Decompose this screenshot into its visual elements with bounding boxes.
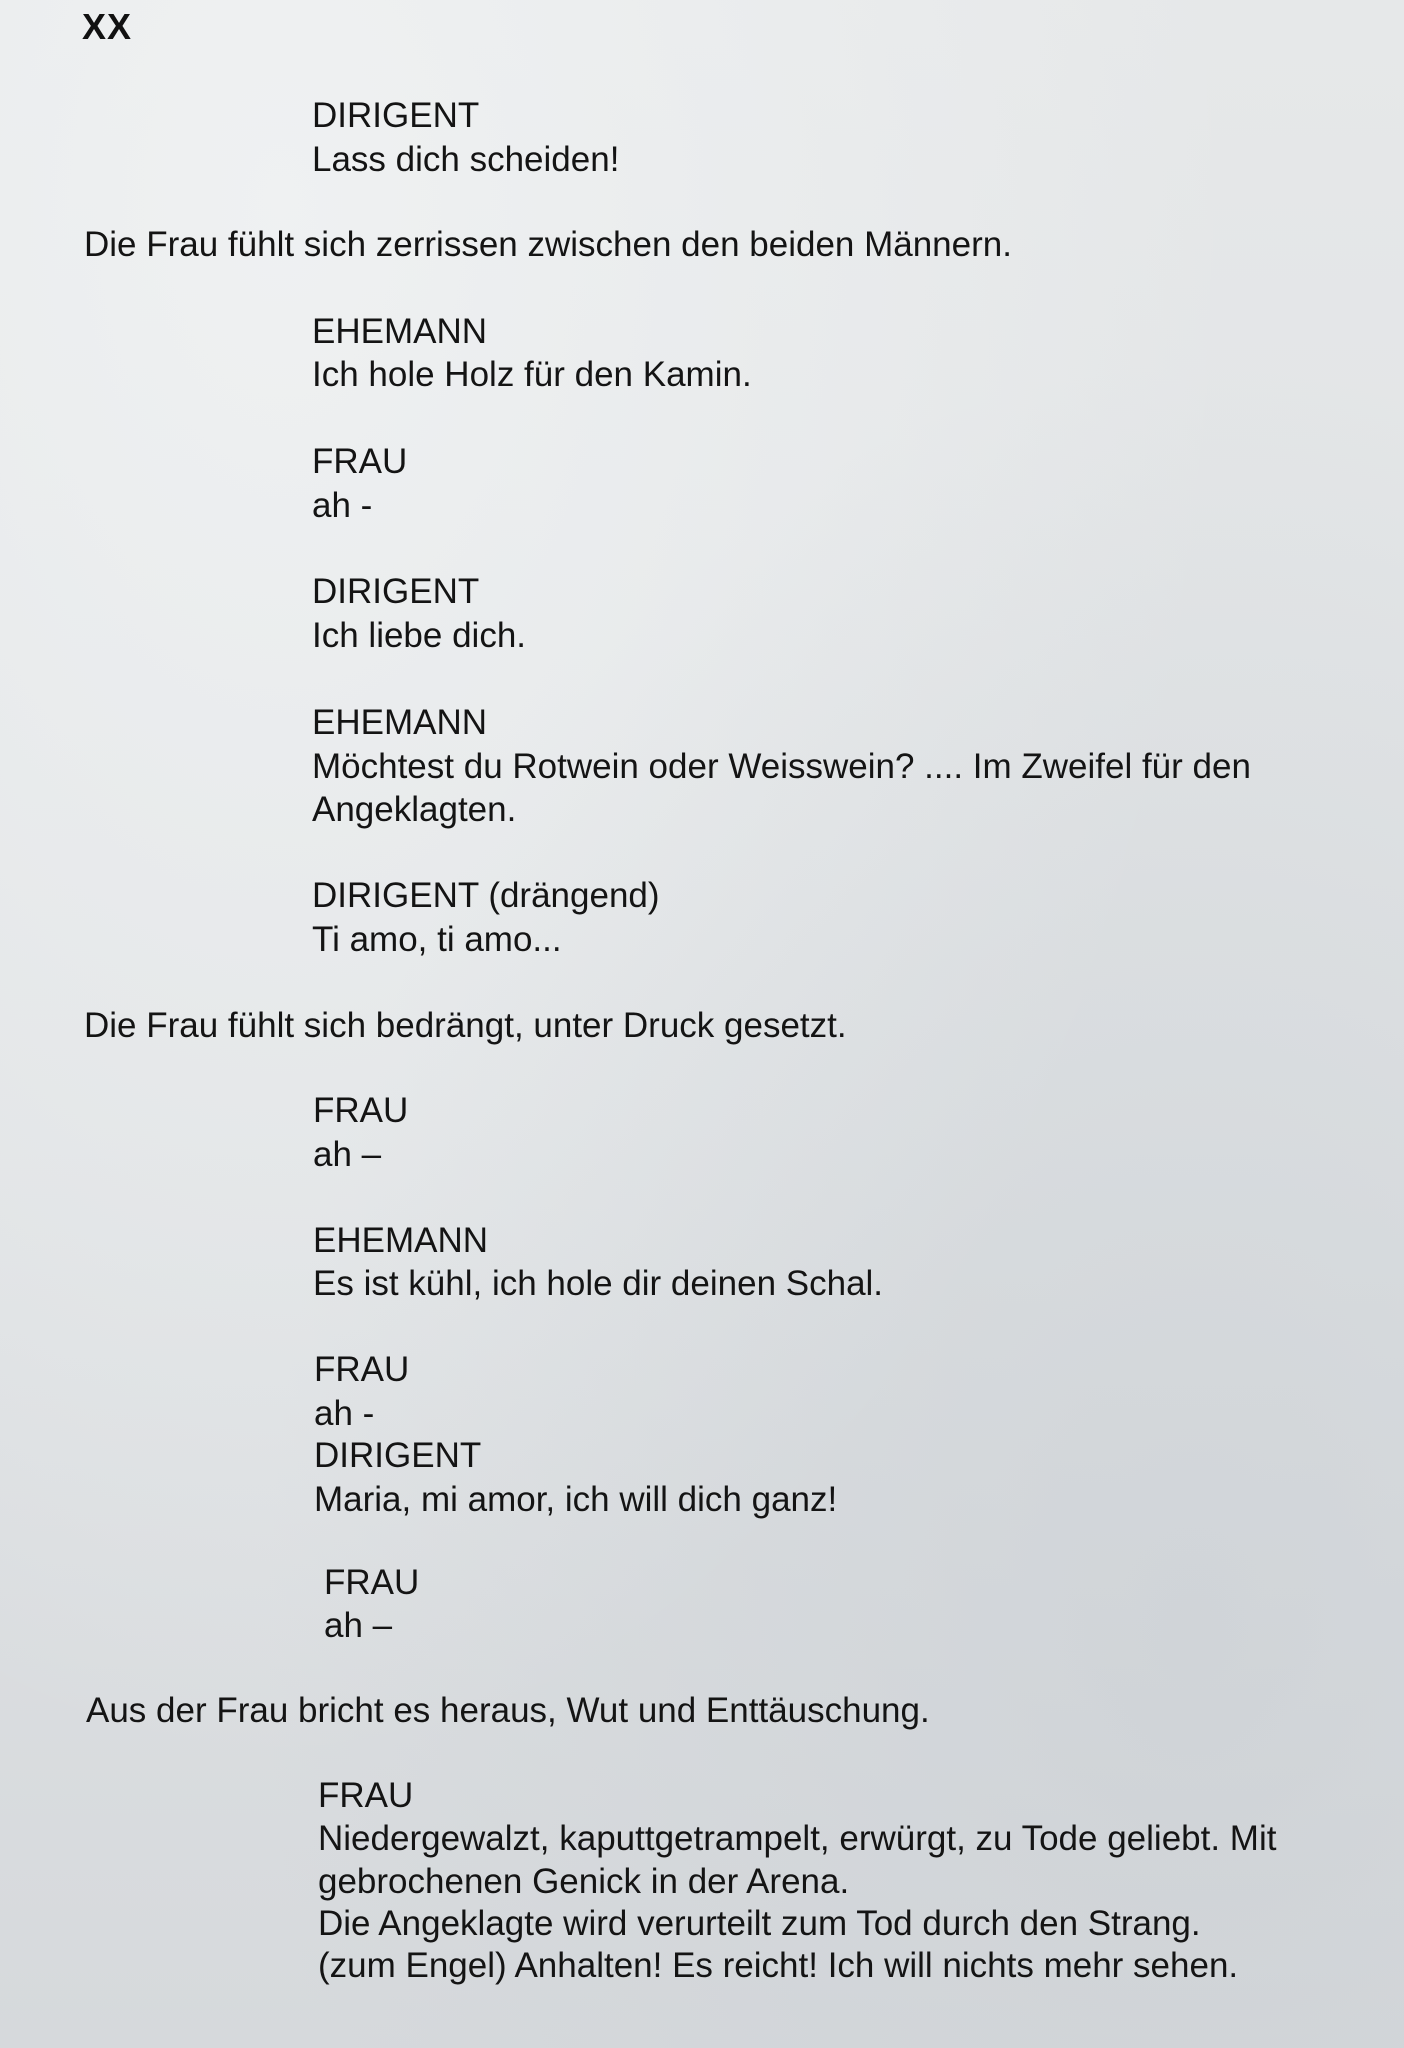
speaker-frau: FRAU	[324, 1563, 420, 1602]
speaker-frau: FRAU	[314, 1350, 410, 1389]
stage-direction: Die Frau fühlt sich zerrissen zwischen den beiden Männern.	[84, 225, 1012, 264]
dialogue-line: Ich liebe dich.	[312, 616, 527, 655]
dialogue-line: gebrochenen Genick in der Arena.	[318, 1862, 850, 1901]
dialogue-line: ah –	[313, 1135, 382, 1174]
stage-direction: Aus der Frau bricht es heraus, Wut und Enttäuschung.	[86, 1691, 930, 1730]
dialogue-line: ah -	[312, 486, 373, 525]
dialogue-line: (zum Engel) Anhalten! Es reicht! Ich will nichts mehr sehen.	[318, 1946, 1239, 1985]
speaker-ehemann: EHEMANN	[312, 703, 488, 742]
dialogue-line: ah –	[324, 1606, 393, 1645]
dialogue-line: Maria, mi amor, ich will dich ganz!	[314, 1480, 838, 1519]
page-mark: XX	[82, 6, 133, 47]
speaker-frau: FRAU	[313, 1091, 409, 1130]
dialogue-line: Angeklagten.	[312, 790, 517, 829]
dialogue-line: Möchtest du Rotwein oder Weisswein? .... Im Zweifel für den	[312, 747, 1251, 786]
dialogue-line: Niedergewalzt, kaputtgetrampelt, erwürgt, zu Tode geliebt. Mit	[318, 1819, 1277, 1858]
speaker-dirigent: DIRIGENT	[314, 1436, 482, 1475]
dialogue-line: Ich hole Holz für den Kamin.	[312, 355, 752, 394]
stage-direction: Die Frau fühlt sich bedrängt, unter Druck gesetzt.	[84, 1006, 847, 1045]
speaker-dirigent: DIRIGENT	[312, 572, 480, 611]
speaker-dirigent: DIRIGENT	[312, 96, 480, 135]
dialogue-line: Ti amo, ti amo...	[312, 920, 562, 959]
dialogue-line: Die Angeklagte wird verurteilt zum Tod durch den Strang.	[318, 1904, 1201, 1943]
speaker-frau: FRAU	[312, 442, 408, 481]
speaker-dirigent: DIRIGENT (drängend)	[312, 876, 660, 915]
speaker-frau: FRAU	[318, 1776, 414, 1815]
dialogue-line: ah -	[314, 1394, 375, 1433]
speaker-ehemann: EHEMANN	[312, 312, 488, 351]
dialogue-line: Es ist kühl, ich hole dir deinen Schal.	[313, 1264, 884, 1303]
speaker-ehemann: EHEMANN	[313, 1221, 489, 1260]
dialogue-line: Lass dich scheiden!	[312, 140, 620, 179]
